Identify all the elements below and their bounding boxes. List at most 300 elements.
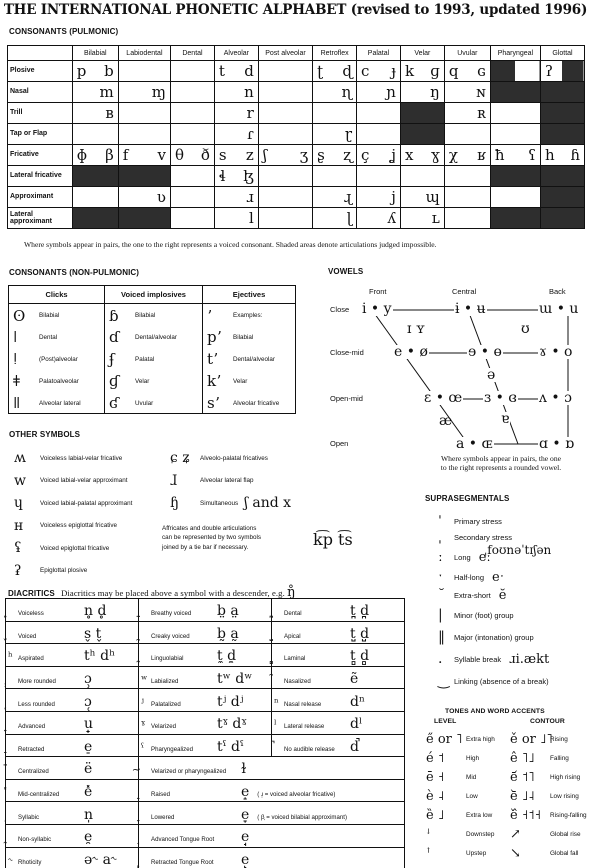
- pulmonic-cell: [214, 61, 258, 82]
- pulmonic-note: Where symbols appear in pairs, the one to the right represents a voiced consonant. Shaded areas denote articulations judged impossible.: [24, 240, 437, 249]
- nonpulmonic-cell: [105, 348, 203, 370]
- symbol-pair: [313, 124, 356, 143]
- symbol-pair: [215, 82, 258, 101]
- symbol-pair: [215, 103, 258, 122]
- symbol-pair: [491, 145, 540, 164]
- diacritic-label: Centralized: [18, 768, 49, 776]
- vowel-openmid-front: ɛ • œ: [424, 390, 463, 406]
- diacritic-mark: ˞: [8, 853, 13, 867]
- voiceless-symbol: ʔ: [544, 61, 554, 80]
- pulmonic-row-label: Lateral approximant: [8, 208, 73, 229]
- pulmonic-cell: [313, 103, 357, 124]
- diacritic-mark: [8, 605, 18, 618]
- diacritic-example: e̙: [241, 851, 250, 868]
- symbol-pair: [215, 145, 258, 164]
- pulmonic-row: [8, 187, 585, 208]
- other-left-list: [14, 447, 174, 582]
- nonpulmonic-label: Palatal: [135, 355, 155, 363]
- diacritic-example: u̟: [84, 716, 94, 733]
- symbol-pair: [401, 187, 444, 206]
- pulmonic-cell: [400, 61, 444, 82]
- tone-row: [426, 749, 510, 768]
- pulmonic-row: [8, 82, 585, 103]
- diacritic-example: t̻ d̻: [350, 648, 370, 665]
- diacritic-mark: [141, 831, 151, 844]
- voiceless-symbol: χ: [448, 145, 458, 164]
- diacritic-cell: [272, 734, 405, 757]
- diacritic-example: tʷ dʷ: [217, 671, 253, 688]
- vowel-near-close-back: ʊ: [521, 321, 530, 337]
- pulmonic-cell: [444, 124, 490, 145]
- diacritic-cell: [6, 824, 139, 847]
- voiced-symbol: β: [105, 145, 114, 164]
- diacritic-label: Linguolabial: [151, 655, 184, 663]
- diacritic-label: Nasal release: [284, 700, 322, 708]
- voiced-symbol: d: [244, 61, 254, 80]
- diacritic-row: [6, 689, 405, 712]
- nonpulmonic-label: Velar: [135, 377, 150, 385]
- pulmonic-cell: [357, 187, 401, 208]
- supra-symbol: ˈ: [438, 513, 442, 530]
- nonpulmonic-row: [9, 370, 296, 392]
- diacritic-example: tʲ dʲ: [217, 693, 244, 710]
- tone-label: High: [466, 755, 480, 762]
- pulmonic-cell: [72, 124, 118, 145]
- diacritic-example: e̞: [241, 806, 250, 823]
- vowel-closemid-front: e • ø: [394, 344, 428, 360]
- diacritic-cell: [6, 644, 139, 667]
- symbol-pair: [357, 61, 400, 80]
- other-symbol-extra: ʃ and x: [244, 495, 292, 512]
- voiced-symbol: j: [391, 187, 396, 206]
- nonpulmonic-symbol: pʼ: [207, 328, 222, 347]
- tone-label: Extra high: [466, 736, 495, 743]
- nonpulmonic-row: [9, 348, 296, 370]
- supra-row: [438, 670, 588, 692]
- diacritic-cell: [139, 757, 405, 780]
- supra-symbol: ˌ: [438, 529, 442, 546]
- pulmonic-cell: [540, 208, 584, 229]
- symbol-pair: [259, 145, 312, 164]
- tone-symbol: e᷅ ˩˨: [510, 789, 535, 804]
- voiced-symbol: ɲ: [386, 82, 396, 101]
- tone-label: High rising: [550, 774, 581, 781]
- diacritic-example: ɔ̜: [84, 693, 92, 710]
- vowel-back-label: Back: [549, 287, 566, 296]
- diacritic-label: Palatalized: [151, 700, 181, 708]
- tone-label: Rising: [550, 736, 568, 743]
- diacritic-cell: [139, 644, 272, 667]
- diacritic-mark: [141, 628, 151, 641]
- diacritic-cell: [6, 734, 139, 757]
- pulmonic-cell: [258, 82, 312, 103]
- tone-row: [426, 730, 510, 749]
- corner-cell: [8, 46, 73, 61]
- tone-symbol: ↗: [510, 827, 521, 842]
- diacritic-row: [6, 666, 405, 689]
- pulmonic-col-header: Retroflex: [313, 46, 357, 61]
- tone-row: [426, 768, 510, 787]
- symbol-pair: [541, 145, 584, 164]
- other-symbol-row: [14, 492, 174, 515]
- pulmonic-cell: [540, 124, 584, 145]
- voiced-symbol: ɳ: [341, 82, 353, 101]
- diacritic-cell: [6, 621, 139, 644]
- nonpulmonic-symbol: kʼ: [207, 372, 221, 391]
- tones-heading: TONES AND WORD ACCENTS: [445, 708, 545, 715]
- vowel-central-label: Central: [452, 287, 477, 296]
- voiced-symbol: ð: [200, 145, 210, 164]
- vowel-closemid-back: ɤ • o: [539, 344, 573, 360]
- pulmonic-cell: [490, 145, 540, 166]
- voiceless-symbol: x: [404, 145, 414, 164]
- voiced-symbol: ʎ: [387, 208, 396, 227]
- diacritic-example: s̬ t̬: [84, 625, 102, 642]
- symbol-pair: [313, 82, 356, 101]
- pulmonic-cell: [72, 166, 118, 187]
- voiced-symbol: ɖ: [342, 61, 353, 80]
- other-symbol: ɥ: [14, 495, 24, 512]
- diacritic-mark: ˤ: [141, 740, 145, 754]
- nonpulmonic-label: Dental/alveolar: [233, 355, 276, 363]
- vowel-open-back: ɑ • ɒ: [539, 436, 575, 452]
- other-symbol-row: [14, 470, 174, 493]
- pulmonic-cell: [258, 124, 312, 145]
- diacritic-row: [6, 711, 405, 734]
- pulmonic-cell: [357, 82, 401, 103]
- affricate-note-3: joined by a tie bar if necessary.: [162, 543, 249, 551]
- pulmonic-cell: [214, 103, 258, 124]
- pulmonic-cell: [357, 166, 401, 187]
- diacritic-mark: ʷ: [141, 673, 148, 687]
- supra-row: [438, 586, 588, 604]
- pulmonic-cell: [400, 124, 444, 145]
- diacritic-example: tʰ dʰ: [84, 648, 116, 665]
- supra-label: Minor (foot) group: [454, 610, 514, 620]
- tone-row: [426, 787, 510, 806]
- diacritic-cell: [272, 621, 405, 644]
- clicks-header: Clicks: [9, 286, 105, 304]
- stress-example: ˌfoʊnəˈtɪʃən: [484, 543, 552, 557]
- diacritic-example: b̰ a̰: [217, 625, 239, 642]
- tone-symbol: ꜜ: [426, 827, 431, 842]
- pulmonic-row-label: Trill: [8, 103, 73, 124]
- pulmonic-cell: [118, 61, 170, 82]
- voiced-symbol: ɢ: [477, 61, 486, 80]
- diacritic-label: Mid-centralized: [18, 791, 60, 799]
- pulmonic-cell: [72, 61, 118, 82]
- pulmonic-cell: [540, 166, 584, 187]
- supra-row: [438, 626, 588, 648]
- nonpulmonic-cell: [105, 326, 203, 348]
- other-symbol-row: [14, 537, 174, 560]
- voiceless-symbol: t: [218, 61, 225, 80]
- pulmonic-col-header: Labiodental: [118, 46, 170, 61]
- diacritic-example: n̥ d̥: [84, 603, 107, 620]
- tone-row: [510, 844, 590, 863]
- supra-label: Syllable break: [454, 654, 502, 664]
- vowel-openmid-back: ʌ • ɔ: [539, 390, 572, 406]
- tone-symbol: ȅ ˩: [426, 808, 445, 823]
- other-symbol: ʜ: [14, 517, 24, 534]
- supra-row: [438, 648, 588, 670]
- other-symbol: ʢ: [14, 540, 22, 557]
- pulmonic-cell: [540, 187, 584, 208]
- voiced-symbol: ɽ: [344, 124, 353, 143]
- pulmonic-row-label: Tap or Flap: [8, 124, 73, 145]
- pulmonic-cell: [118, 187, 170, 208]
- diacritic-mark: [274, 741, 284, 754]
- voiced-symbol: ɮ: [243, 166, 254, 185]
- diacritic-mark: ʲ: [141, 695, 144, 709]
- diacritic-example: e̝: [241, 784, 250, 801]
- pulmonic-cell: [357, 61, 401, 82]
- tone-label: Falling: [550, 755, 569, 762]
- tone-row: [510, 825, 590, 844]
- diacritic-label: Voiceless: [18, 610, 44, 618]
- diacritic-example: ë: [84, 761, 93, 778]
- tone-symbol: ↘: [510, 846, 521, 861]
- pulmonic-cell: [540, 82, 584, 103]
- diacritic-label: Rhoticity: [18, 858, 42, 866]
- voiced-symbol: l: [249, 208, 254, 227]
- voiceless-symbol: ɬ: [218, 166, 226, 185]
- tones-contour-list: [510, 730, 590, 863]
- voiceless-symbol: ʈ: [317, 61, 324, 80]
- voiced-symbol: ʁ: [477, 145, 486, 164]
- voiced-symbol: ʝ: [390, 145, 396, 164]
- diacritic-cell: [272, 711, 405, 734]
- other-symbol-label: Voiced labial-palatal approximant: [40, 499, 133, 507]
- diacritic-mark: [274, 673, 284, 686]
- vowel-near-open: ɐ: [501, 411, 510, 427]
- diacritic-cell: [6, 599, 139, 622]
- other-symbol-label: Simultaneous: [200, 499, 239, 507]
- diacritics-title: DIACRITICS: [8, 589, 55, 598]
- pulmonic-cell: [214, 187, 258, 208]
- pulmonic-cell: [313, 61, 357, 82]
- supra-row: [438, 568, 588, 586]
- pulmonic-cell: [357, 208, 401, 229]
- pulmonic-cell: [214, 82, 258, 103]
- diacritic-example: e̘: [241, 829, 250, 846]
- tone-symbol: è ˨: [426, 789, 445, 804]
- nonpulmonic-cell: [203, 348, 296, 370]
- diacritic-label: More rounded: [18, 678, 56, 686]
- diacritic-mark: [8, 809, 18, 822]
- tone-label: Rising-falling: [550, 812, 587, 819]
- supra-row: [438, 514, 588, 529]
- diacritic-mark: [141, 650, 151, 663]
- tone-row: [510, 749, 590, 768]
- pulmonic-row-label: Approximant: [8, 187, 73, 208]
- tones-level-list: [426, 730, 510, 863]
- pulmonic-cell: [444, 145, 490, 166]
- nonpulmonic-heading: CONSONANTS (NON-PULMONIC): [9, 268, 140, 277]
- vowels-heading: VOWELS: [328, 267, 364, 276]
- pulmonic-cell: [490, 82, 540, 103]
- vowel-closemid-label: Close-mid: [330, 348, 364, 357]
- diacritic-row: [6, 757, 405, 780]
- vowel-open-label: Open: [330, 439, 349, 448]
- voiced-symbol: ɟ: [391, 61, 396, 80]
- symbol-pair: [401, 208, 444, 227]
- nonpulmonic-label: Dental/alveolar: [135, 333, 178, 341]
- nonpulmonic-cell: [203, 326, 296, 348]
- diacritic-example: e̠: [84, 738, 93, 755]
- pulmonic-cell: [313, 208, 357, 229]
- diacritics-subheading: Diacritics may be placed above a symbol with a descender, e.g.: [61, 588, 285, 598]
- diacritic-label: Lowered: [151, 813, 175, 821]
- voiced-symbol: ɴ: [476, 82, 486, 101]
- tone-label: Low: [466, 793, 478, 800]
- vowel-schwa: ə: [487, 367, 496, 383]
- tone-label: Global rise: [550, 831, 581, 838]
- nonpulmonic-cell: [9, 392, 105, 414]
- supra-symbol: ‖: [438, 629, 445, 645]
- pulmonic-table: [7, 45, 585, 229]
- nonpulmonic-label: Examples:: [233, 312, 263, 319]
- symbol-pair: [357, 145, 400, 164]
- nonpulmonic-cell: [9, 304, 105, 326]
- nonpulmonic-cell: [9, 370, 105, 392]
- nonpulmonic-cell: [203, 392, 296, 414]
- diacritic-label: Syllabic: [18, 813, 39, 821]
- diacritic-mark: [8, 696, 18, 709]
- other-symbol-label: Voiced epiglottal fricative: [40, 544, 110, 552]
- nonpulmonic-cell: [203, 370, 296, 392]
- pulmonic-cell: [400, 82, 444, 103]
- voiced-symbol: ŋ: [430, 82, 440, 101]
- diacritic-cell: [139, 689, 272, 712]
- nonpulmonic-symbol: ɓ: [109, 306, 119, 325]
- implosives-header: Voiced implosives: [105, 286, 203, 304]
- vowel-ae: æ: [439, 413, 453, 429]
- tone-symbol: ē ˧: [426, 770, 445, 785]
- nonpulmonic-label: Velar: [233, 377, 248, 385]
- nonpulmonic-symbol: ǀ: [13, 328, 18, 347]
- diacritic-label: Advanced: [18, 723, 46, 731]
- pulmonic-cell: [444, 187, 490, 208]
- nonpulmonic-label: Bilabial: [135, 312, 156, 319]
- symbol-pair: [445, 61, 490, 80]
- voiced-symbol: z: [245, 145, 254, 164]
- pulmonic-row-label: Plosive: [8, 61, 73, 82]
- symbol-pair: [357, 208, 400, 227]
- diacritic-label: Raised: [151, 791, 170, 799]
- pulmonic-cell: [313, 145, 357, 166]
- supra-symbol: |: [438, 607, 443, 623]
- pulmonic-cell: [490, 103, 540, 124]
- pulmonic-cell: [490, 124, 540, 145]
- tone-symbol: ꜛ: [426, 846, 431, 861]
- symbol-pair: [445, 145, 490, 164]
- symbol-pair: [401, 82, 444, 101]
- supra-symbol: ˘: [438, 587, 445, 603]
- pulmonic-cell: [313, 124, 357, 145]
- voiceless-symbol: p: [76, 61, 87, 80]
- diacritic-cell: [139, 621, 272, 644]
- diacritic-label: Aspirated: [18, 655, 44, 663]
- diacritic-cell: [6, 847, 139, 868]
- diacritic-mark: [274, 628, 284, 641]
- nonpulmonic-symbol: ʛ: [109, 394, 119, 412]
- diacritic-cell: [272, 689, 405, 712]
- nonpulmonic-symbol: ɠ: [109, 372, 120, 391]
- diacritic-example: dˡ: [350, 716, 363, 733]
- nonpulmonic-row: [9, 392, 296, 414]
- pulmonic-row-label: Lateral fricative: [8, 166, 73, 187]
- symbol-pair: [171, 145, 214, 164]
- diacritic-mark: [141, 605, 151, 618]
- diacritic-example: t̪ d̪: [350, 603, 370, 620]
- nonpulmonic-symbol: ɗ: [109, 328, 120, 347]
- symbol-pair: [119, 145, 170, 164]
- voiced-symbol: ʐ: [343, 145, 353, 164]
- symbol-pair: [215, 61, 258, 80]
- diacritic-mark: [8, 718, 18, 731]
- diacritic-label: Pharyngealized: [151, 745, 194, 753]
- voiceless-symbol: ħ: [494, 145, 505, 164]
- nonpulmonic-cell: [105, 304, 203, 326]
- diacritic-example: ɔ̹: [84, 671, 92, 688]
- tone-row: [426, 806, 510, 825]
- voiced-symbol: n: [244, 82, 254, 101]
- other-symbol-label: Voiced labial-velar approximant: [40, 477, 128, 485]
- supra-symbol: ‿: [438, 673, 450, 689]
- voiced-symbol: ʟ: [431, 208, 440, 227]
- diacritic-cell: [6, 779, 139, 802]
- pulmonic-row-label: Nasal: [8, 82, 73, 103]
- symbol-pair: [445, 103, 490, 122]
- voiceless-symbol: s: [218, 145, 227, 164]
- vowel-note-2: to the right represents a rounded vowel.: [440, 463, 562, 473]
- voiced-symbol: ɻ: [343, 187, 353, 206]
- supra-example: eː: [478, 549, 491, 565]
- tone-row: [426, 825, 510, 844]
- pulmonic-cell: [357, 103, 401, 124]
- diacritic-label: Retracted: [18, 745, 45, 753]
- page-title: THE INTERNATIONAL PHONETIC ALPHABET (revised to 1993, updated 1996): [3, 2, 588, 18]
- symbol-pair: [73, 82, 118, 101]
- pulmonic-cell: [357, 124, 401, 145]
- diacritic-label: Velarized: [151, 723, 177, 731]
- supra-label: Half-long: [454, 572, 485, 582]
- symbol-pair: [73, 61, 118, 80]
- diacritic-mark: ˠ: [141, 718, 146, 732]
- tone-label: Global fall: [550, 850, 579, 857]
- tone-label: Upstep: [466, 850, 487, 857]
- voiceless-symbol: q: [448, 61, 459, 80]
- symbol-pair: [313, 208, 356, 227]
- supra-label: Extra-short: [454, 590, 491, 600]
- supra-list: [438, 514, 588, 692]
- vowel-note-1: Where symbols appear in pairs, the one: [441, 454, 561, 463]
- supra-label: Linking (absence of a break): [454, 676, 549, 686]
- other-symbol-row: [14, 560, 174, 583]
- voiced-symbol: ʙ: [105, 103, 114, 122]
- diacritic-row: [6, 779, 405, 802]
- pulmonic-cell: [171, 187, 215, 208]
- supra-label: Major (intonation) group: [454, 632, 534, 642]
- nonpulmonic-symbol: ǂ: [13, 372, 20, 391]
- pulmonic-cell: [400, 103, 444, 124]
- diacritic-cell: [139, 847, 405, 868]
- pulmonic-cell: [171, 103, 215, 124]
- nonpulmonic-cell: [105, 392, 203, 414]
- diacritic-cell: [139, 802, 405, 825]
- diacritic-label: Breathy voiced: [151, 610, 192, 618]
